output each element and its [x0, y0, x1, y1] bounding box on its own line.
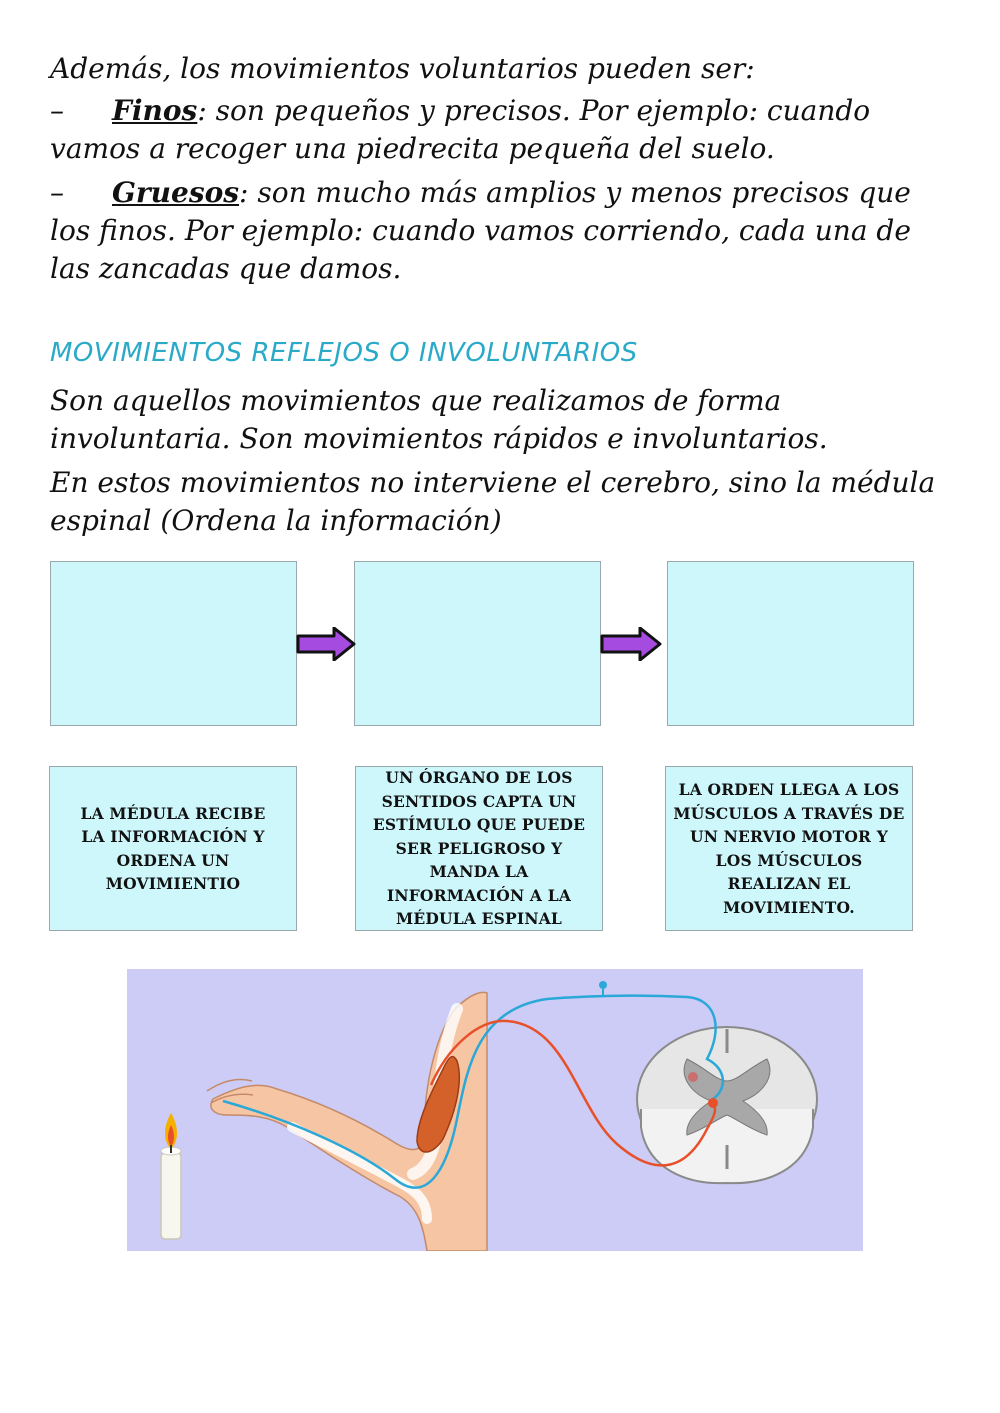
- reflex-arc-illustration: [127, 969, 863, 1251]
- arrow-right-icon: [296, 627, 356, 661]
- bullet-dash: –: [50, 94, 64, 127]
- arrow-right-icon: [600, 627, 662, 661]
- section-paragraph-2: En estos movimientos no interviene el cerebro, sino la médula espinal (Ordena la información): [50, 466, 936, 537]
- intro-line: Además, los movimientos voluntarios pueden ser:: [50, 52, 755, 85]
- section-paragraph-1: Son aquellos movimientos que realizamos de forma involuntaria. Son movimientos rápidos e involuntarios.: [50, 384, 828, 455]
- answer-card-1[interactable]: [49, 766, 297, 931]
- bullet-finos: [50, 92, 950, 130]
- drop-zone-3[interactable]: [667, 561, 914, 726]
- bullet-gruesos: [50, 174, 950, 212]
- term-gruesos: Gruesos: [112, 176, 240, 209]
- section-heading: MOVIMIENTOS REFLEJOS O INVOLUNTARIOS: [50, 338, 638, 368]
- answer-card-2[interactable]: [355, 766, 603, 931]
- drop-zone-1[interactable]: [50, 561, 297, 726]
- bullet-finos-continuation: vamos a recoger una piedrecita pequeña del suelo.: [50, 132, 775, 165]
- answer-card-text: LA ORDEN LLEGA A LOS MÚSCULOS A TRAVÉS DE UN NERVIO MOTOR Y LOS MÚSCULOS REALIZAN EL MOVIMIENTO.: [673, 780, 905, 917]
- bullet-content: [112, 174, 911, 212]
- bullet-text: : son pequeños y precisos. Por ejemplo: cuando: [197, 94, 871, 127]
- bullet-text: : son mucho más amplios y menos precisos que: [239, 176, 911, 209]
- term-finos: Finos: [112, 94, 198, 127]
- bullet-content: [112, 92, 870, 130]
- answer-card-3[interactable]: [665, 766, 913, 931]
- drop-zone-2[interactable]: [354, 561, 601, 726]
- spinal-cord-icon: [637, 1027, 817, 1183]
- answer-card-text: UN ÓRGANO DE LOS SENTIDOS CAPTA UN ESTÍMULO QUE PUEDE SER PELIGROSO Y MANDA LA INFORMACIÓN A LA MÉDULA ESPINAL: [372, 768, 586, 929]
- answer-card-text: LA MÉDULA RECIBE LA INFORMACIÓN Y ORDENA UN MOVIMIENTIO: [80, 803, 266, 893]
- bullet-dash: –: [50, 176, 64, 209]
- bullet-gruesos-continuation: los finos. Por ejemplo: cuando vamos corriendo, cada una de las zancadas que damos.: [50, 214, 911, 285]
